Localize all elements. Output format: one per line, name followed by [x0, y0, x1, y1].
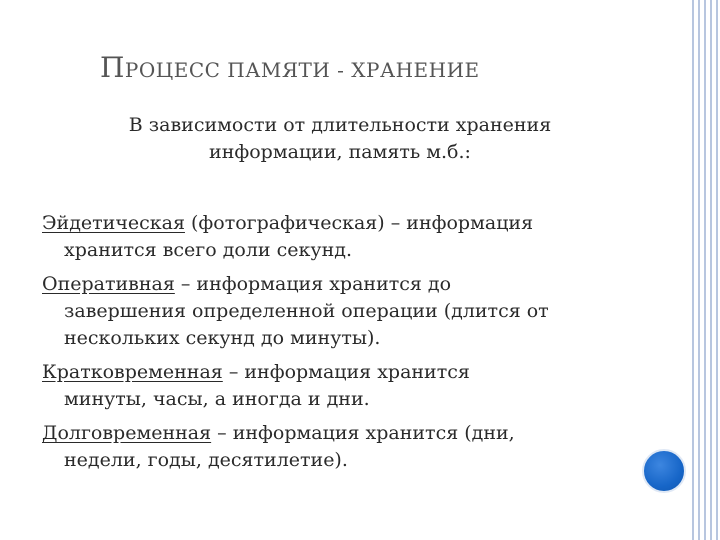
term-long-term: Долговременная: [42, 422, 212, 444]
border-line: [716, 0, 718, 540]
list-item-short-term: [42, 359, 642, 413]
item-text: – информация хранится: [222, 361, 470, 383]
item-text: (фотографическая) – информация: [184, 212, 534, 234]
list-item-long-term: [42, 420, 642, 474]
list-item-eidetic: [42, 210, 642, 264]
border-line: [710, 0, 712, 540]
intro-text: [60, 112, 620, 166]
border-line: [698, 0, 700, 540]
right-decorative-border: [692, 0, 720, 540]
term-eidetic: Эйдетическая: [42, 212, 185, 234]
border-line: [692, 0, 694, 540]
list-item-operative: [42, 271, 642, 352]
border-line: [704, 0, 706, 540]
intro-line-2: информации, память м.б.:: [209, 141, 471, 163]
intro-line-1: В зависимости от длительности хранения: [128, 114, 552, 136]
decorative-circle-icon: [642, 449, 686, 493]
title-first-letter: П: [100, 51, 125, 84]
item-text: завершения определенной операции (длится от: [64, 300, 549, 322]
memory-types-list: [42, 210, 642, 481]
item-text: – информация хранится до: [174, 273, 452, 295]
term-operative: Оперативная: [42, 273, 175, 295]
slide-title: [100, 53, 660, 85]
term-short-term: Кратковременная: [42, 361, 223, 383]
item-text: хранится всего доли секунд.: [64, 239, 352, 261]
item-text: минуты, часы, а иногда и дни.: [64, 388, 370, 410]
title-rest: РОЦЕСС ПАМЯТИ - ХРАНЕНИЕ: [124, 58, 480, 82]
item-text: – информация хранится (дни,: [211, 422, 515, 444]
item-text: нескольких секунд до минуты).: [64, 327, 381, 349]
item-text: недели, годы, десятилетие).: [64, 449, 348, 471]
